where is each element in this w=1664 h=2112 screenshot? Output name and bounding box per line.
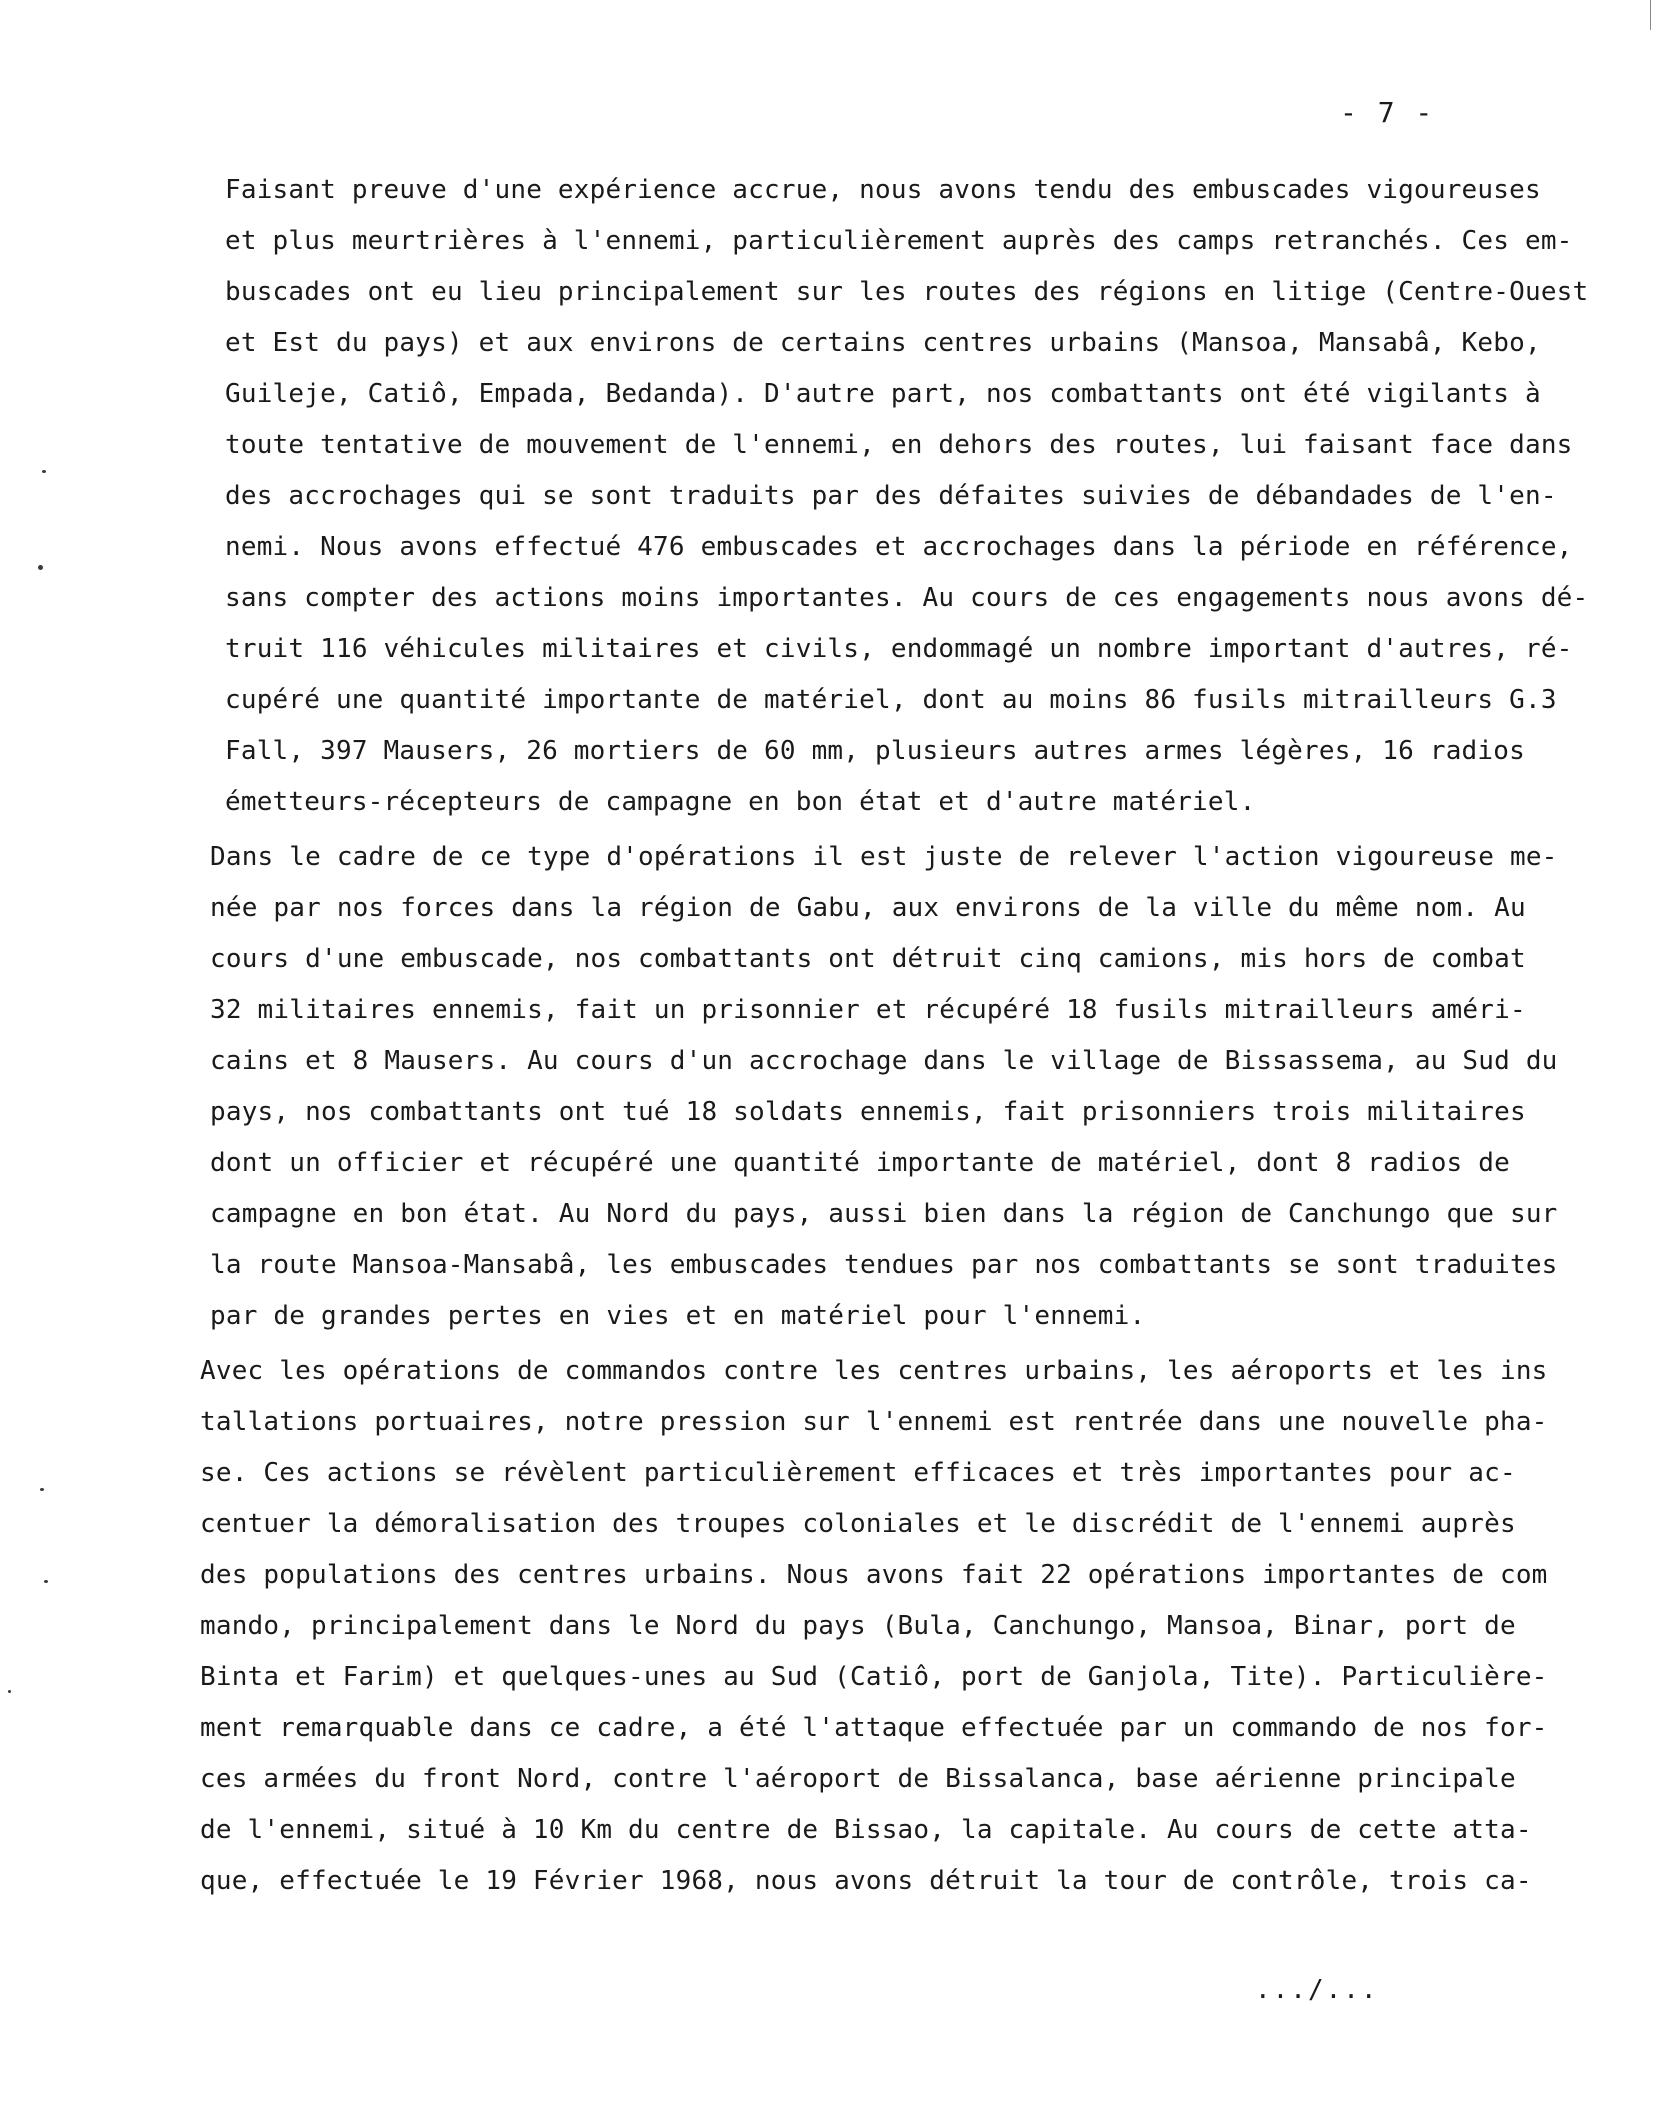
text-line: Dans le cadre de ce type d'opérations il est juste de relever l'action vigoureuse me- <box>210 842 1558 872</box>
page-number: - 7 - <box>1340 96 1435 129</box>
continuation-mark: .../... <box>1255 1975 1379 2005</box>
text-line: ces armées du front Nord, contre l'aéroport de Bissalanca, base aérienne principale <box>200 1764 1516 1794</box>
text-line: et Est du pays) et aux environs de certains centres urbains (Mansoa, Mansabâ, Kebo, <box>225 328 1541 358</box>
text-line: que, effectuée le 19 Février 1968, nous avons détruit la tour de contrôle, trois ca- <box>200 1866 1532 1896</box>
text-line: ment remarquable dans ce cadre, a été l'attaque effectuée par un commando de nos for- <box>200 1713 1548 1743</box>
body-text <box>200 165 1600 1907</box>
text-line: dont un officier et récupéré une quantité importante de matériel, dont 8 radios de <box>210 1148 1510 1178</box>
text-line: Faisant preuve d'une expérience accrue, nous avons tendu des embuscades vigoureuses <box>225 175 1541 205</box>
text-line: émetteurs-récepteurs de campagne en bon état et d'autre matériel. <box>225 787 1256 817</box>
text-line: et plus meurtrières à l'ennemi, particulièrement auprès des camps retranchés. Ces em- <box>225 226 1573 256</box>
paragraph-gabu <box>210 832 1610 1342</box>
text-line: par de grandes pertes en vies et en matériel pour l'ennemi. <box>210 1301 1146 1331</box>
scan-speck <box>8 1690 11 1693</box>
text-line: cupéré une quantité importante de matériel, dont au moins 86 fusils mitrailleurs G.3 <box>225 685 1557 715</box>
text-line: Avec les opérations de commandos contre les centres urbains, les aéroports et les ins <box>200 1356 1548 1386</box>
text-line: pays, nos combattants ont tué 18 soldats ennemis, fait prisonniers trois militaires <box>210 1097 1526 1127</box>
scan-speck <box>44 1580 48 1583</box>
scan-speck <box>42 470 46 473</box>
text-line: de l'ennemi, situé à 10 Km du centre de Bissao, la capitale. Au cours de cette atta- <box>200 1815 1532 1845</box>
paragraph-embuscades <box>225 165 1625 828</box>
text-line: née par nos forces dans la région de Gabu, aux environs de la ville du même nom. Au <box>210 893 1526 923</box>
text-line: Fall, 397 Mausers, 26 mortiers de 60 mm, plusieurs autres armes légères, 16 radios <box>225 736 1525 766</box>
text-line: des accrochages qui se sont traduits par des défaites suivies de débandades de l'en- <box>225 481 1557 511</box>
scan-speck <box>38 565 43 570</box>
text-line: se. Ces actions se révèlent particulièrement efficaces et très importantes pour ac- <box>200 1458 1516 1488</box>
text-line: centuer la démoralisation des troupes coloniales et le discrédit de l'ennemi auprès <box>200 1509 1516 1539</box>
text-line: 32 militaires ennemis, fait un prisonnier et récupéré 18 fusils mitrailleurs améri- <box>210 995 1526 1025</box>
text-line: buscades ont eu lieu principalement sur les routes des régions en litige (Centre-Ouest <box>225 277 1589 307</box>
text-line: la route Mansoa-Mansabâ, les embuscades tendues par nos combattants se sont traduites <box>210 1250 1558 1280</box>
paragraph-commandos <box>200 1346 1600 1907</box>
text-line: campagne en bon état. Au Nord du pays, aussi bien dans la région de Canchungo que sur <box>210 1199 1558 1229</box>
text-line: cains et 8 Mausers. Au cours d'un accrochage dans le village de Bissassema, au Sud du <box>210 1046 1558 1076</box>
scan-edge-mark <box>1650 0 1651 30</box>
text-line: tallations portuaires, notre pression sur l'ennemi est rentrée dans une nouvelle pha- <box>200 1407 1548 1437</box>
scan-speck <box>40 1488 44 1491</box>
text-line: truit 116 véhicules militaires et civils, endommagé un nombre important d'autres, ré- <box>225 634 1573 664</box>
text-line: cours d'une embuscade, nos combattants ont détruit cinq camions, mis hors de combat <box>210 944 1526 974</box>
text-line: Binta et Farim) et quelques-unes au Sud (Catiô, port de Ganjola, Tite). Particulière- <box>200 1662 1548 1692</box>
text-line: mando, principalement dans le Nord du pays (Bula, Canchungo, Mansoa, Binar, port de <box>200 1611 1516 1641</box>
text-line: des populations des centres urbains. Nous avons fait 22 opérations importantes de com <box>200 1560 1548 1590</box>
text-line: Guileje, Catiô, Empada, Bedanda). D'autre part, nos combattants ont été vigilants à <box>225 379 1541 409</box>
text-line: sans compter des actions moins importantes. Au cours de ces engagements nous avons dé- <box>225 583 1589 613</box>
text-line: toute tentative de mouvement de l'ennemi, en dehors des routes, lui faisant face dans <box>225 430 1573 460</box>
text-line: nemi. Nous avons effectué 476 embuscades et accrochages dans la période en référence, <box>225 532 1573 562</box>
